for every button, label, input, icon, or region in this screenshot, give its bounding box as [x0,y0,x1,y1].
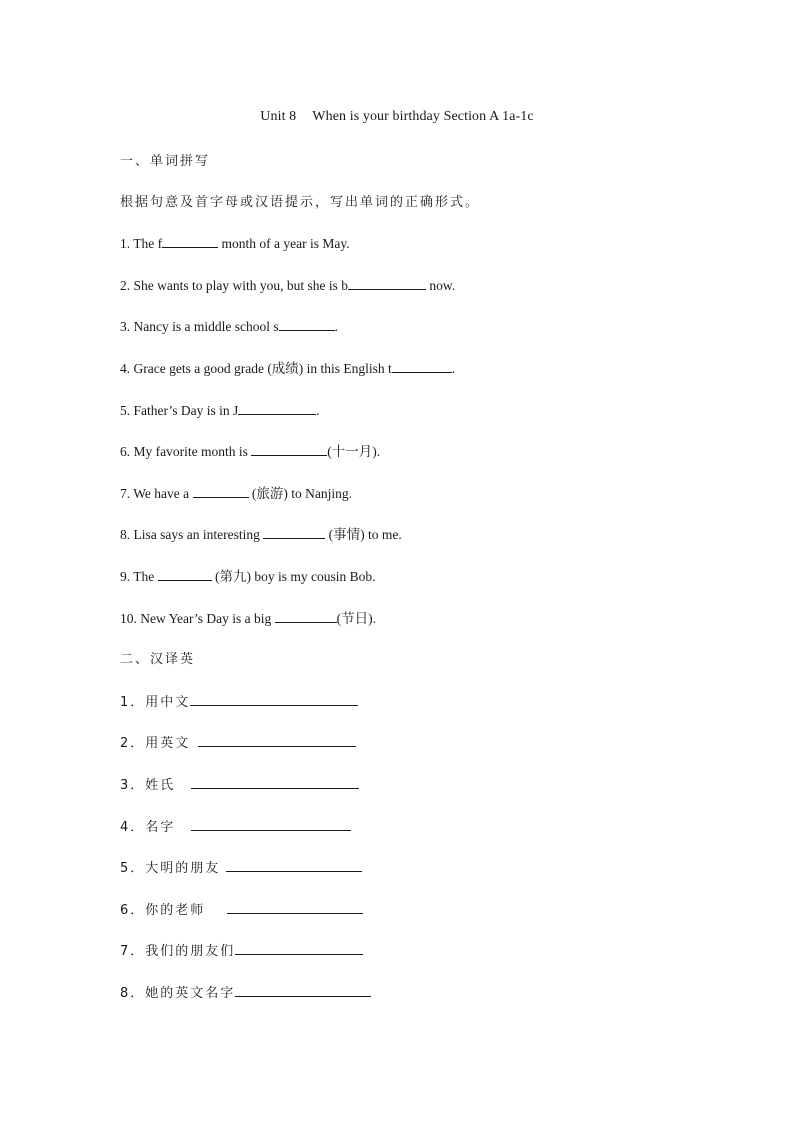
item-text-start: 5. Father’s Day is in J [120,403,239,418]
spelling-item-6 [120,443,380,461]
unit-label: Unit 8 [260,109,297,124]
translate-item-8 [120,984,371,1003]
item-text-end: . [451,361,456,376]
answer-blank[interactable] [251,443,327,456]
answer-blank[interactable] [191,818,351,831]
item-number: 6． [120,903,146,918]
item-text-start: 6. My favorite month is [120,444,252,459]
translate-item-1 [120,693,358,712]
spelling-item-7 [120,485,352,503]
answer-blank[interactable] [226,859,362,872]
answer-blank[interactable] [193,485,249,498]
item-text-start: 1. The f [120,236,163,251]
answer-blank[interactable] [275,610,337,623]
spelling-item-9 [120,568,376,586]
spelling-item-1 [120,235,350,253]
item-chinese: 我们的朋友们 [145,944,236,959]
item-chinese: 她的英文名字 [145,986,236,1001]
item-text-start: 3. Nancy is a middle school s [120,319,279,334]
translate-item-3 [120,776,359,795]
answer-blank[interactable] [191,776,359,789]
translate-item-2 [120,734,356,753]
item-number: 8． [120,986,146,1001]
translate-item-4 [120,818,351,837]
item-chinese: 大明的朋友 [145,861,221,876]
translate-item-7 [120,942,363,961]
spelling-item-8 [120,526,402,544]
item-number: 2． [120,736,146,751]
spelling-item-4 [120,360,455,378]
item-text-start: 8. Lisa says an interesting [120,527,264,542]
item-text-end: . [334,319,338,334]
answer-blank[interactable] [348,277,426,290]
worksheet-title [0,109,794,125]
answer-blank[interactable] [158,568,212,581]
item-number: 7． [120,944,146,959]
item-text-end: (旅游) to Nanjing. [248,486,353,501]
item-chinese: 用中文 [145,695,191,710]
item-text-start: 4. Grace gets a good grade (成绩) in this English t [120,361,392,376]
item-text-start: 10. New Year’s Day is a big [120,611,275,626]
item-text-start: 9. The [120,569,158,584]
answer-blank[interactable] [227,901,363,914]
answer-blank[interactable] [235,984,371,997]
section1-instruction: 根据句意及首字母或汉语提示，写出单词的正确形式。 [120,195,481,210]
answer-blank[interactable] [162,235,218,248]
item-number: 1． [120,695,146,710]
item-text-end: . [316,403,320,418]
answer-blank[interactable] [238,402,316,415]
translate-item-5 [120,859,362,878]
answer-blank[interactable] [392,360,452,373]
answer-blank[interactable] [279,318,335,331]
answer-blank[interactable] [263,526,325,539]
translate-item-6 [120,901,363,920]
spelling-item-3 [120,318,338,336]
answer-blank[interactable] [198,734,356,747]
spelling-item-10 [120,610,376,628]
spelling-item-5 [120,402,320,420]
item-text-end: month of a year is May. [218,236,350,251]
item-text-end: (节日). [336,611,376,626]
item-text-start: 7. We have a [120,486,193,501]
item-text-end: now. [426,278,456,293]
section1-heading: 一、单词拼写 [120,154,211,169]
item-chinese: 名字 [145,820,176,835]
item-text-end: (十一月). [327,444,381,459]
title-text: When is your birthday Section A 1a-1c [312,109,534,124]
item-chinese: 姓氏 [145,778,176,793]
item-number: 4． [120,820,146,835]
item-text-end: (事情) to me. [325,527,402,542]
item-number: 3． [120,778,146,793]
spelling-item-2 [120,277,455,295]
answer-blank[interactable] [190,693,358,706]
item-chinese: 用英文 [145,736,191,751]
item-text-start: 2. She wants to play with you, but she is b [120,278,348,293]
item-number: 5． [120,861,146,876]
item-chinese: 你的老师 [145,903,206,918]
answer-blank[interactable] [235,942,363,955]
section2-heading: 二、汉译英 [120,652,196,667]
item-text-end: (第九) boy is my cousin Bob. [211,569,376,584]
